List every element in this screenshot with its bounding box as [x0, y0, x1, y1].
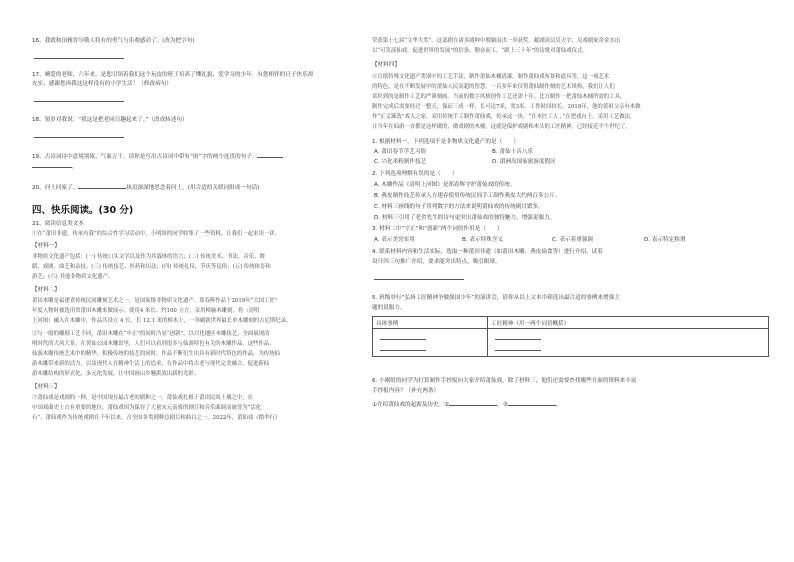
question-1: 1. 根据材料一，下列选项不是非物质文化遗产的是（ ） — [372, 139, 519, 145]
answer-line-17[interactable] — [34, 101, 124, 102]
material-2-line1: 莆田木雕是福建省传统民间雕刻艺术之一，是国家级非物质文化遗产。郑春辉作品于2019年“大国工匠” — [32, 298, 278, 304]
cell-blank[interactable] — [495, 345, 541, 351]
q1-option-a[interactable]: A. 莆田春节学艺习俗 — [374, 149, 427, 155]
material-2-line5: 明时代的大风大景。在黄仙公园木雕馆里，人们可以看到很多与仙游特色有关的木雕作品，这些作品， — [32, 341, 275, 347]
material-4-line6: 让当年在仙游一直都是这样做的，做戏剧的木桶，这就是保护戏剧和木头的工匠精神，已经接近半个世纪了。 — [372, 124, 631, 130]
table-header-example: 具体事例 — [373, 317, 488, 329]
q3-option-d[interactable]: D. 表示特定称谓 — [644, 237, 686, 243]
question-19-text: 19、古诗词诗中意境别致、气象万千。请你是写出古诗词中带有“雨”字的两个连贯的句子： — [32, 154, 258, 160]
question-5-line2: 题的说服力。 — [372, 305, 406, 311]
question-20-part1: 20、问土回家了。 — [32, 185, 79, 191]
question-6-line2: 手抄报内容？（补充两条） — [372, 388, 440, 394]
question-4-line2: 设计四三句推广介绍，要求能突出特点，吸引眼球。 — [372, 259, 501, 265]
question-18: 18、舅岁对我说：“我这是把老同日趣起来了。”（改成转述句） — [32, 117, 188, 123]
material-2-line3: 上河图）融入在木雕中，作品共设立 4 长，长 12.1 米的樟木上，一举刷新世界最长单木雕刻的吉尼斯纪录。 — [32, 318, 292, 324]
material-4-line1: ④宣纸特殊文化遗产类别中的工艺手法，制作莆仙木桶清漆，制作莆仙戏布景和道具等，这一项艺术 — [372, 74, 610, 80]
cell-blank[interactable] — [380, 345, 426, 351]
q1-option-c[interactable]: C. 兴化米粉制作技艺 — [374, 159, 427, 165]
material-1-line1: 非物质文化遗产包括：(一) 传统口头文学以及作为其载体的语言；(二) 传统美术、书法、音乐、舞 — [32, 254, 265, 260]
answer-blank-6c[interactable] — [508, 400, 556, 406]
reading-intro-number: 21、阅读信息类文本 — [32, 221, 84, 227]
question-17-line2: 充实，感谢您再我这这样没有的小学生活！（修改病句） — [32, 81, 172, 87]
material-1-line3: 游艺；(六) 其他非物质文化遗产。 — [32, 274, 114, 280]
material-4-line3: 赏识到的是制作工艺的严谨刻画。当前的数字风格创作工艺还需十年。比方制作一把莆仙木桶所需的工具， — [372, 94, 626, 100]
question-3: 3. 材料二中“守正”和“创新”两个词的作用是（ ） — [372, 226, 503, 232]
table-row — [373, 329, 769, 357]
table-cell-spirit[interactable] — [488, 329, 769, 357]
question-20 — [32, 183, 259, 192]
q2-option-c[interactable]: C. 材料三画线的句子用列数字的方法来说明莆仙戏的传统剧目繁多。 — [374, 204, 544, 210]
cell-blank[interactable] — [495, 334, 541, 340]
section-title: 四、快乐阅读。(30 分) — [32, 205, 134, 216]
q6-item-3-prefix: 。③ — [497, 402, 508, 408]
material-1-line2: 蹈、戏剧、曲艺和杂技；(三) 传统技艺、医药和历法；(四) 传统礼仪、节庆等民俗；(五) 传统体育和 — [32, 264, 271, 270]
q3-option-b[interactable]: B. 表示特殊含义 — [462, 237, 503, 243]
material-1-label: 【材料一】 — [32, 243, 60, 249]
reading-paragraph-1: ①在“莆田非遗，传承有我”的综合性学习活动中，小明组的同学收集了一些资料，让我们一起来读一读。 — [32, 231, 281, 237]
material-4-line4: 制作完成后需要经过一整天，保证三成一样，长可达7米，宽3米。工作时间较长，2018年，他的黄祖父亲有木做 — [372, 104, 641, 110]
material-3-cont-line1: 荣获第十七届“文华大奖”。这部剧在诸多剧种中脱颖而出一举获奖。献剧演员吴天宇、吴戏剧家余金水出 — [372, 38, 621, 44]
cell-blank[interactable] — [380, 334, 426, 340]
material-4-line5: 作“正义臻选”戏人之家，采用传统手工制作莆仙戏，传承这一块。“在木匠工人 ，”在把戏台上，采用工艺做法， — [372, 114, 636, 120]
question-16: 16、我就和田雅晋尔敬人特有的勇气与乐观感动了。(改为把字句) — [32, 38, 195, 44]
question-5-line1: 5. 班级举行“弘扬工匠精神争做强国少年”的演讲会，请你从以上文本中筛选出最合适的事例来增强主 — [372, 295, 620, 301]
q3-option-a[interactable]: A. 表示美誉实用 — [374, 237, 415, 243]
question-17-line1: 17、嗨爱的老师，六年来，是您引领着我们这个玩皮的班子培养了懂礼貌、爱学习的少年。有您相伴的日子快乐却 — [32, 72, 314, 78]
answer-blank-19a[interactable] — [257, 152, 283, 158]
question-5-table — [372, 316, 769, 357]
answer-line-4[interactable] — [374, 279, 464, 280]
q6-end: 。 — [555, 402, 562, 408]
question-6-answer — [372, 400, 561, 409]
question-6-line1: 6. 小刚组的同学为打算制作手抄报向大家介绍莆仙戏，除了材料三，他们还需要查找哪些方面的资料来丰富 — [372, 378, 637, 384]
q2-option-a[interactable]: A. 木雕作品《清明上河图》是郑春辉守护莆仙戏的传统。 — [374, 182, 516, 188]
material-3-line2: 中国戏曲史上占有重要的地位。莆仙戏因为保存了大量宋元南戏的剧目和音乐曲调而被誉为“活化 — [32, 405, 262, 411]
table-header-row — [373, 317, 769, 329]
answer-blank-19b[interactable] — [32, 162, 72, 168]
q2-option-d[interactable]: D. 材料三引用了老舍先生的诗句更突出莆仙戏的独特魅力，增强说服力。 — [374, 215, 556, 221]
answer-line-16[interactable] — [34, 58, 124, 59]
q6-item-1: ①介绍莆仙戏的起源及历史。② — [372, 402, 450, 408]
question-19 — [32, 152, 283, 161]
answer-blank-20[interactable] — [78, 183, 126, 189]
question-19-comma: ， — [72, 164, 78, 170]
answer-blank-6b[interactable] — [449, 400, 497, 406]
question-2: 2. 下列选项理解有误的是（ ） — [372, 171, 458, 177]
table-header-spirit: 工匠精神（用一两个词语概括） — [488, 317, 769, 329]
material-2-line6: 仙游木雕传统艺术中的精华，积极传统的技艺的同时，作品不断衍生出具有新时代特色的作品，为传统仙 — [32, 351, 280, 357]
material-2-label: 【材料二】 — [32, 287, 60, 293]
q1-option-b[interactable]: B. 莆仙十音八乐 — [492, 149, 533, 155]
material-2-line7: 游木雕带来新的活力，以及现代人在精神生活上的追求，在作品中将古老与现代完美融合，促进新仙 — [32, 361, 270, 367]
material-3-line1: ③莆仙戏是戏剧的一种，是中国现存最古老的剧种之一。莆仙戏扎根于莆田民间土壤之中，在 — [32, 395, 254, 401]
material-3-label: 【材料三】 — [32, 384, 60, 390]
table-cell-example[interactable] — [373, 329, 488, 357]
material-2-line2: 年度人物时被选用省莆田木雕来做展示。使用4 米长、约100 立方，采用樟脑木雕刻，将（清明 — [32, 308, 260, 314]
answer-line-18[interactable] — [34, 137, 124, 138]
material-4-line2: 的特色，是在不断发展中的莆仙人民高超的智慧，一百多年来仅得莆仙制作刻的艺术风格，我们让人们 — [372, 84, 615, 90]
question-4-line1: 4. 联系材料内容和生活实际，选取一种莆田非遗（如莆田木雕、燕皮扁食等）进行介绍，试着 — [372, 249, 603, 255]
q1-option-d[interactable]: D. 湄洲岛国家旅游度假区 — [492, 159, 556, 165]
material-2-line4: ②与一般的雕刻工艺不同，莆田木雕在“中正”的同时凸显“创新”，以兴化地区木雕技艺，全面展现清 — [32, 331, 270, 337]
q3-option-c[interactable]: C. 表示着重强调 — [552, 237, 594, 243]
q2-option-b[interactable]: B. 燕皮制作技艺传承人方建春使用传统民间手工制作燕皮大约两百多公斤。 — [374, 193, 561, 199]
material-3-line3: 石”。莆仙戏作为传统戏剧在千年以来，占全国各类剧种总剧目和曲目之一。2022年，莆仙戏《踏伞行》 — [32, 415, 281, 421]
material-3-cont-line2: 以“可笑演仙戏，促进世界的发展”的信条，勤奋而工，“跟上三十年”的诗歌对莆仙戏仪式。 — [372, 48, 588, 54]
question-20-part2: 执语深深地思念着问土。(用合适的关联词组成一句话) — [126, 185, 260, 191]
question-19-cont — [32, 162, 78, 171]
material-2-line8: 游木雕结构的形式化、多元化发展，让中国画山乡魅派放出新的光彩。 — [32, 371, 200, 377]
material-4-label: 【材料四】 — [372, 62, 400, 68]
